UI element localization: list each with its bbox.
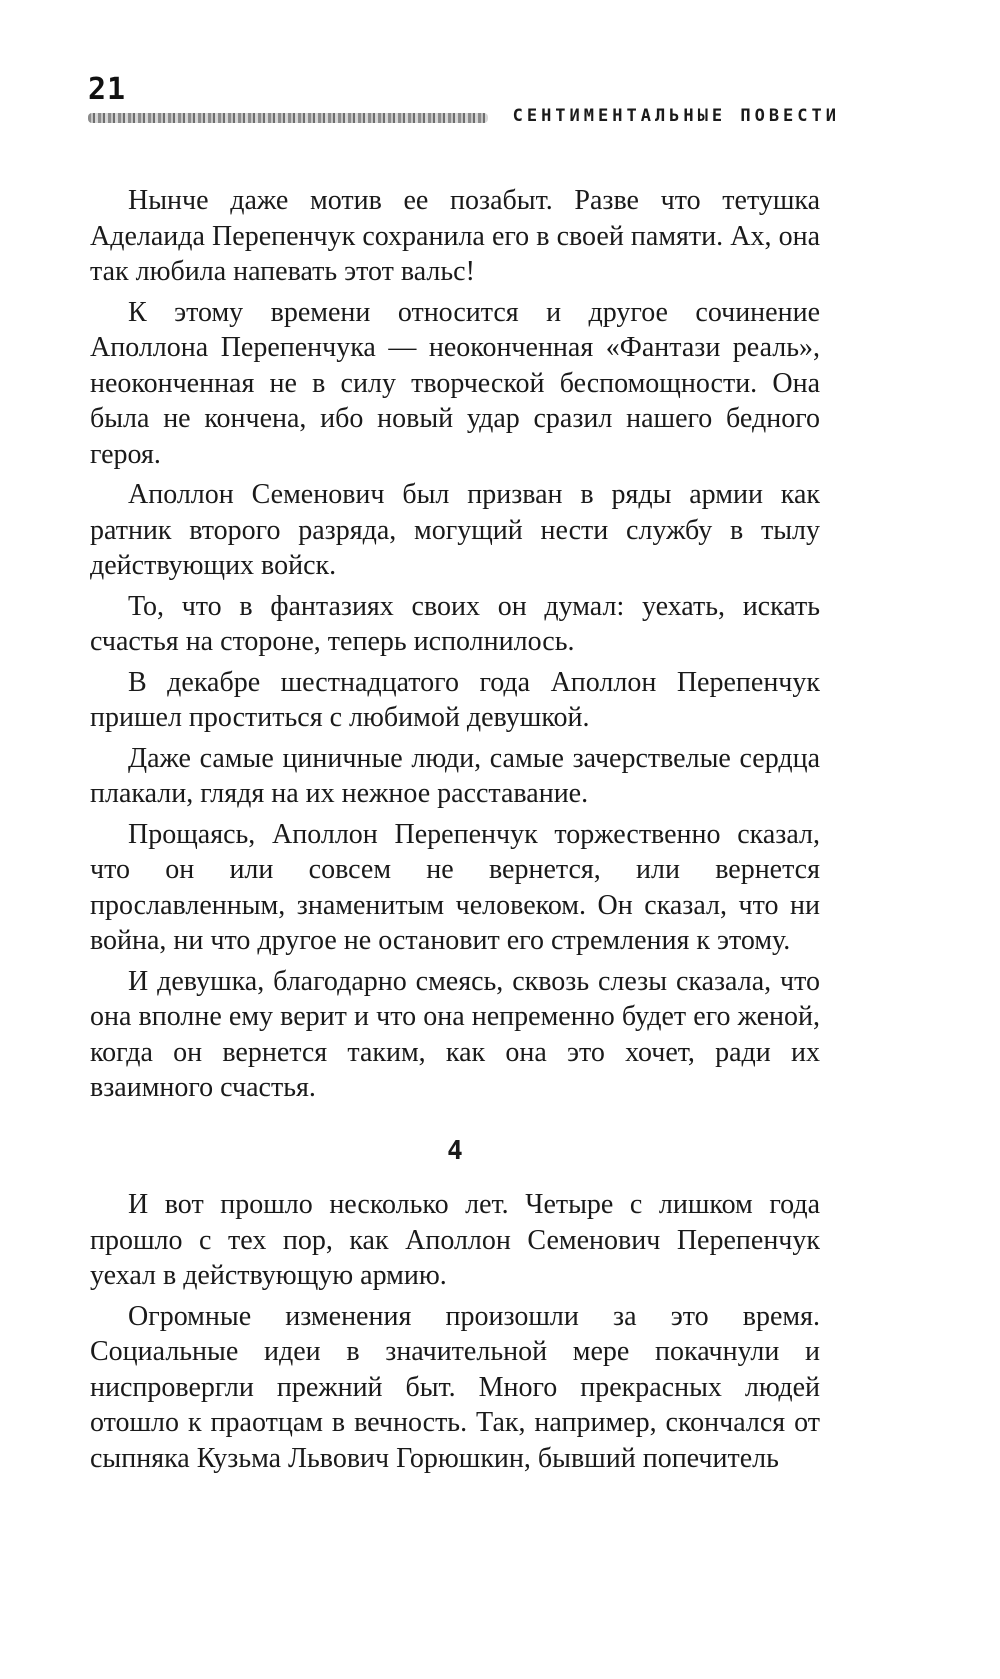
paragraph: В декабре шестнадцатого года Аполлон Перепенчук пришел проститься с любимой девушкой.: [90, 666, 820, 733]
paragraph: Огромные изменения произошли за это время. Социальные идеи в значительной мере покачнули и ниспровергли прежний быт. Много прекрасных людей отошло к праотцам в вечность. Так, например, скончался от сыпняка Кузьма Львович Горюшкин, бывший попечитель: [90, 1300, 820, 1474]
paragraph: Аполлон Семенович был призван в ряды армии как ратник второго разряда, могущий нести службу в тылу действующих войск.: [90, 479, 820, 581]
paragraph: Прощаясь, Аполлон Перепенчук торжественно сказал, что он или совсем не вернется, или вернется прославленным, знаменитым человеком. Он сказал, что ни война, ни что другое не остановит его стремления к этому.: [90, 818, 820, 956]
running-title: СЕНТИМЕНТАЛЬНЫЕ ПОВЕСТИ: [512, 106, 840, 126]
header-rule: [88, 113, 488, 123]
chapter-number: 4: [447, 1135, 463, 1166]
paragraph: То, что в фантазиях своих он думал: уехать, искать счастья на стороне, теперь исполнилось.: [90, 590, 820, 657]
page-number: 21: [88, 72, 127, 107]
paragraph: И девушка, благодарно смеясь, сквозь слезы сказала, что она вполне ему верит и что она непременно будет его женой, когда он вернется таким, как она это хочет, ради их взаимного счастья.: [90, 965, 820, 1103]
paragraph: Даже самые циничные люди, самые зачерствелые сердца плакали, глядя на их нежное расставание.: [90, 742, 820, 809]
paragraph: И вот прошло несколько лет. Четыре с лишком года прошло с тех пор, как Аполлон Семенович Перепенчук уехал в действующую армию.: [90, 1189, 820, 1291]
body-text: [90, 183, 820, 1476]
paragraph: К этому времени относится и другое сочинение Аполлона Перепенчука — неоконченная «Фантази реаль», неоконченная не в силу творческой беспомощности. Она была не кончена, ибо новый удар сразил нашего бедного героя.: [90, 296, 820, 470]
paragraph: Нынче даже мотив ее позабыт. Разве что тетушка Аделаида Перепенчук сохранила его в своей памяти. Ах, она так любила напевать этот вальс!: [90, 185, 820, 287]
